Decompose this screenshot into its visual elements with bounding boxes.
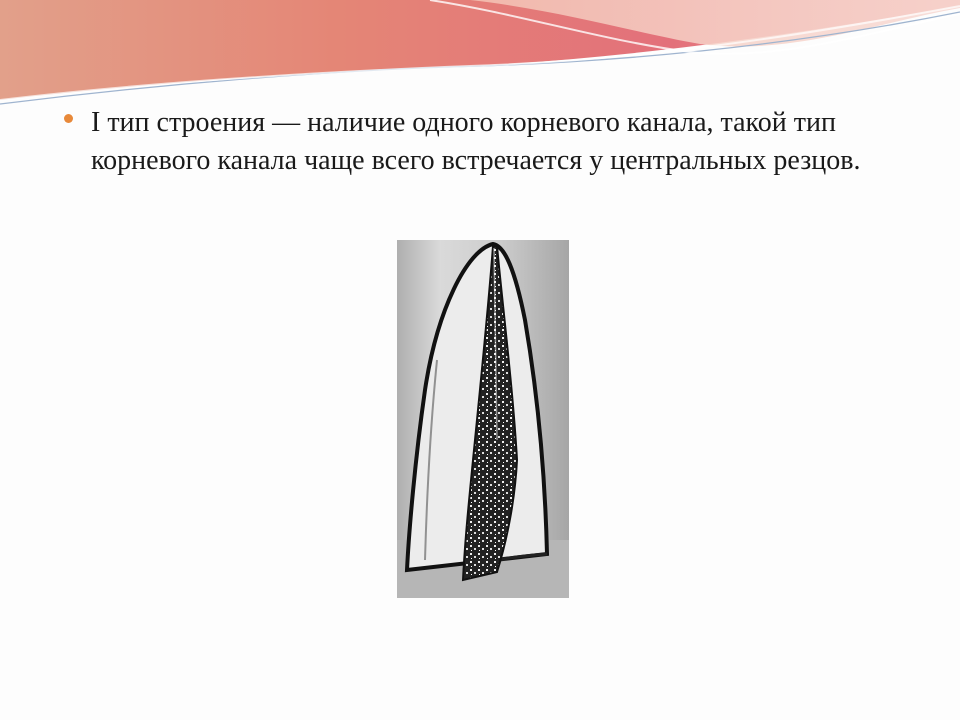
bullet-text: I тип строения — наличие одного корневого канала, такой тип корневого канала чаще всего встречается у центральных резцов. bbox=[91, 107, 861, 176]
bullet-dot-icon bbox=[64, 114, 73, 123]
tooth-illustration bbox=[397, 240, 569, 598]
header-wave-decoration bbox=[0, 0, 960, 110]
tooth-single-root-canal-icon bbox=[397, 240, 569, 598]
